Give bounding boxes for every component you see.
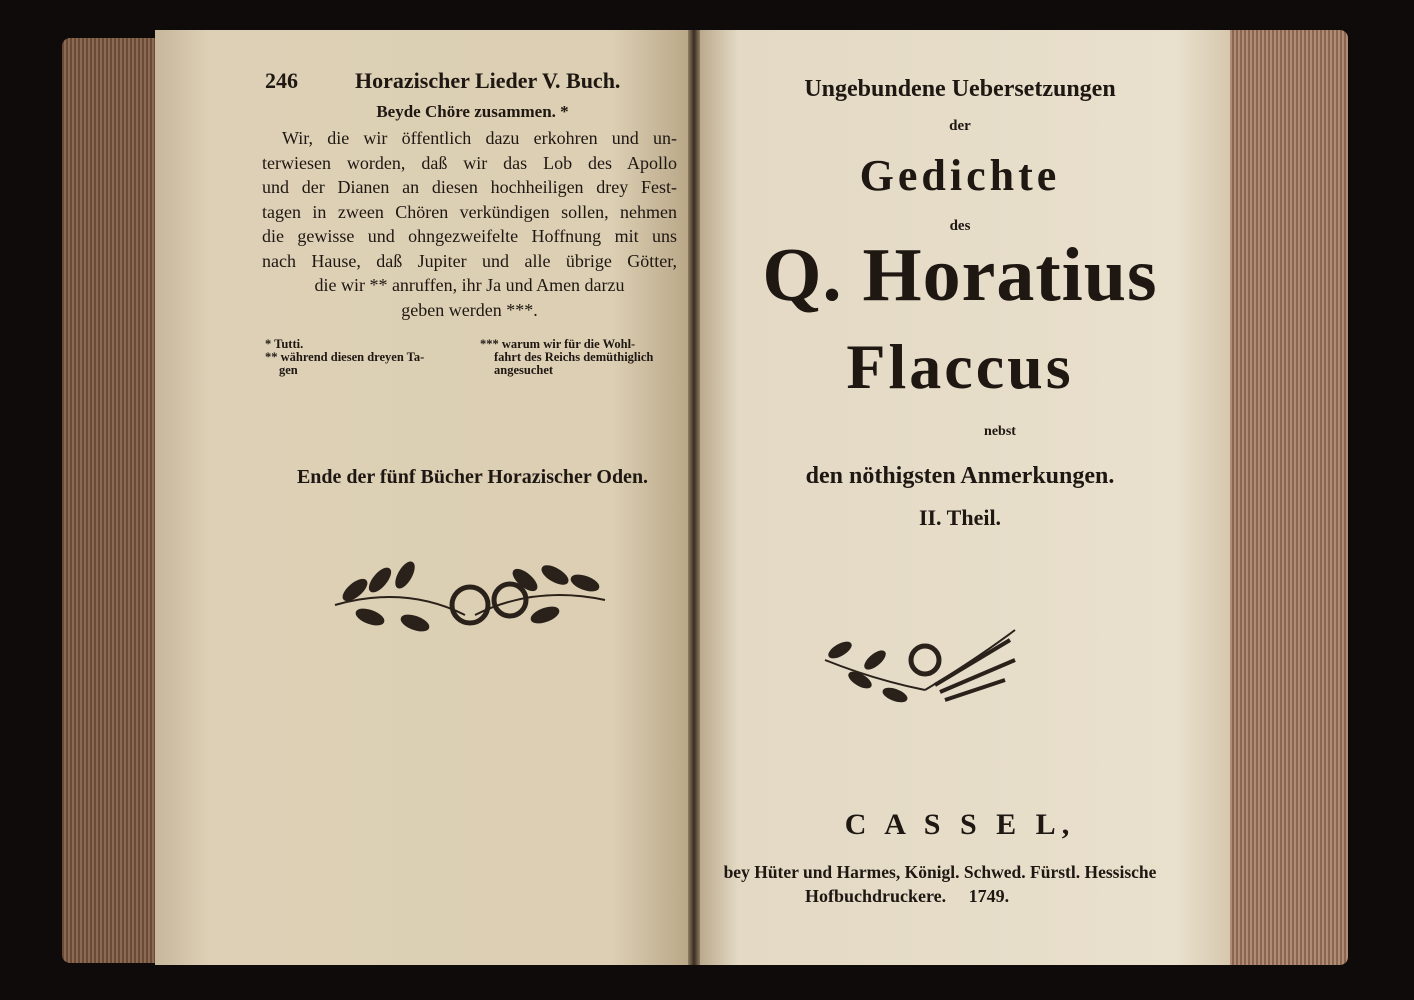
title-author: Q. Horatius	[762, 233, 1158, 317]
body-line: die gewisse und ohngezweifelte Hoffnung mit uns	[262, 226, 677, 246]
subheading: Beyde Chöre zusammen. *	[376, 102, 569, 121]
title-line-7: nebst	[984, 424, 1016, 439]
laurel-ornament-icon	[325, 545, 615, 645]
closing-line: Ende der fünf Bücher Horazischer Oden.	[296, 466, 649, 488]
year: 1749.	[968, 886, 1010, 906]
imprint-line-1: bey Hüter und Harmes, Königl. Schwed. Fürstl. Hessische	[723, 862, 1157, 882]
body-line: Wir, die wir öffentlich dazu erkohren und un-	[282, 128, 677, 148]
footnote: *** warum wir für die Wohl-	[480, 337, 636, 351]
footnote: fahrt des Reichs demüthiglich	[494, 350, 654, 364]
body-text	[262, 126, 677, 322]
body-line: die wir ** anruffen, ihr Ja und Amen darzu	[314, 275, 625, 295]
title-line-8: den nöthigsten Anmerkungen.	[805, 463, 1115, 489]
body-line: tagen in zween Chören verkündigen sollen, nehmen	[262, 201, 677, 222]
footnote: gen	[279, 363, 298, 377]
page-number: 246	[265, 68, 298, 93]
title-line-3: Gedichte	[859, 151, 1061, 200]
book-gutter	[688, 30, 700, 965]
volume: II. Theil.	[918, 505, 1002, 530]
footnote: ** während diesen dreyen Ta-	[265, 350, 425, 364]
imprint-line-2	[805, 886, 1009, 907]
printer: Hofbuchdruckere.	[805, 886, 947, 906]
body-line: terwiesen worden, daß wir das Lob des Apollo	[262, 152, 677, 173]
footnote: * Tutti.	[265, 337, 304, 351]
footnote: angesuchet	[494, 363, 554, 377]
title-line-2: der	[949, 118, 971, 134]
running-head-title: Horazischer Lieder V. Buch.	[355, 68, 621, 93]
title-author-2: Flaccus	[846, 331, 1074, 402]
footnotes-right	[480, 338, 653, 377]
left-page-edges	[62, 38, 158, 963]
footnotes-left	[265, 338, 424, 377]
body-line: und der Dianen an diesen hochheiligen drey Fest-	[262, 177, 677, 197]
running-head	[265, 68, 680, 96]
laurel-ornament-icon	[815, 620, 1025, 720]
right-page-edges	[1228, 30, 1348, 965]
body-line: nach Hause, daß Jupiter und alle übrige Götter,	[262, 250, 677, 271]
title-line-4: des	[949, 218, 971, 234]
body-line: geben werden ***.	[401, 299, 538, 320]
imprint-place: C A S S E L,	[844, 808, 1076, 841]
title-line-1: Ungebundene Uebersetzungen	[804, 76, 1116, 102]
